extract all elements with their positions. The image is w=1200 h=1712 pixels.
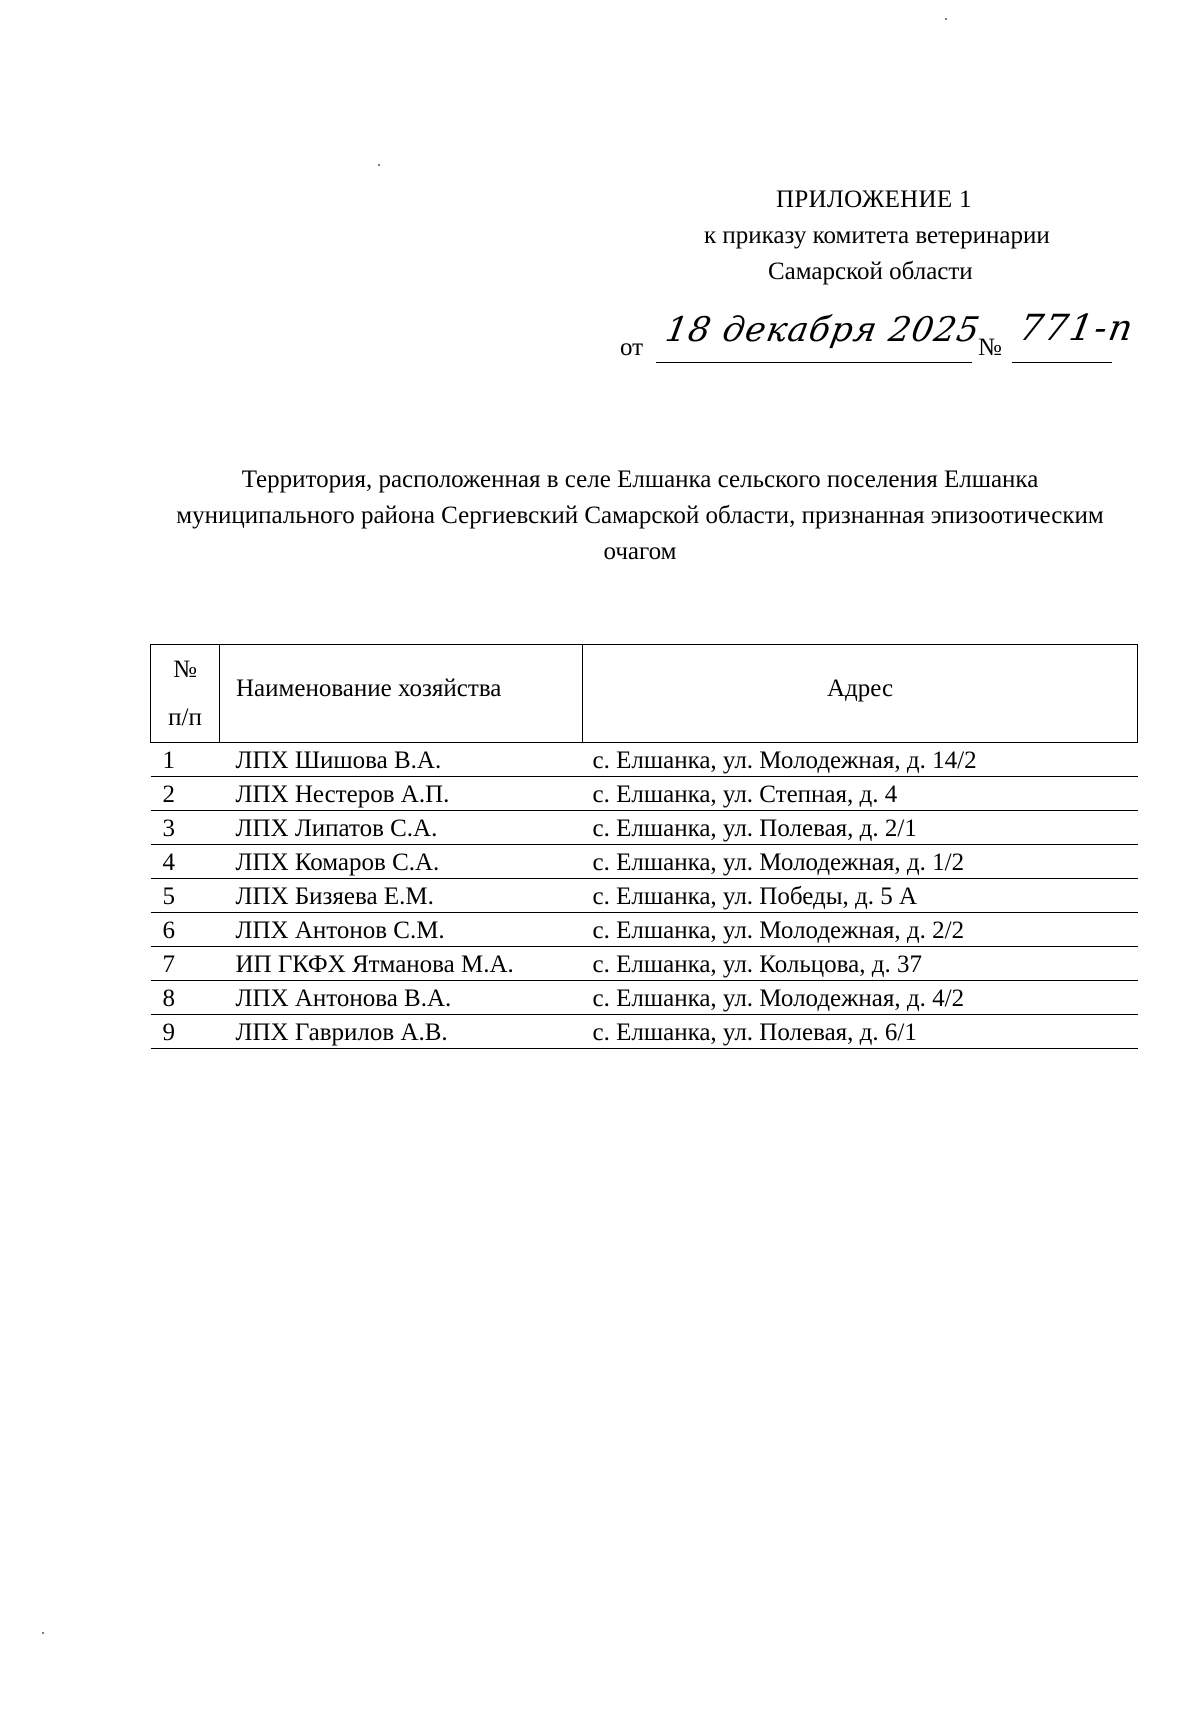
table-row xyxy=(151,743,1138,777)
table-row xyxy=(151,811,1138,845)
order-number-handwritten: 771-п xyxy=(1016,308,1138,349)
header-address xyxy=(583,645,1138,743)
row-number: 1 xyxy=(151,743,220,777)
scan-speck xyxy=(42,1632,44,1634)
table-row xyxy=(151,879,1138,913)
row-holding-name: ЛПХ Антонова В.А. xyxy=(220,981,583,1015)
header-address-label: Адрес xyxy=(826,675,894,702)
header-holding-name xyxy=(220,645,583,743)
holdings-table-container xyxy=(150,644,1138,1049)
table-row xyxy=(151,845,1138,879)
header-number-symbol: № xyxy=(173,655,197,683)
row-number: 6 xyxy=(151,913,220,947)
table-row xyxy=(151,947,1138,981)
row-number: 7 xyxy=(151,947,220,981)
row-address: с. Елшанка, ул. Молодежная, д. 2/2 xyxy=(583,913,1138,947)
header-holding-name-label: Наименование хозяйства xyxy=(236,675,502,702)
row-holding-name: ЛПХ Нестеров А.П. xyxy=(220,777,583,811)
row-holding-name: ИП ГКФХ Ятманова М.А. xyxy=(220,947,583,981)
row-number: 3 xyxy=(151,811,220,845)
order-number-underline xyxy=(1012,362,1112,363)
header-number-abbrev: п/п xyxy=(168,703,202,731)
row-number: 4 xyxy=(151,845,220,879)
row-address: с. Елшанка, ул. Полевая, д. 2/1 xyxy=(583,811,1138,845)
row-address: с. Елшанка, ул. Победы, д. 5 А xyxy=(583,879,1138,913)
appendix-title: ПРИЛОЖЕНИЕ 1 xyxy=(776,186,972,213)
row-holding-name: ЛПХ Антонов С.М. xyxy=(220,913,583,947)
order-from-label: от xyxy=(620,334,644,361)
row-number: 2 xyxy=(151,777,220,811)
row-number: 5 xyxy=(151,879,220,913)
order-date-underline xyxy=(656,362,972,363)
row-address: с. Елшанка, ул. Молодежная, д. 4/2 xyxy=(583,981,1138,1015)
row-address: с. Елшанка, ул. Кольцова, д. 37 xyxy=(583,947,1138,981)
table-row xyxy=(151,777,1138,811)
row-holding-name: ЛПХ Гаврилов А.В. xyxy=(220,1015,583,1049)
row-address: с. Елшанка, ул. Молодежная, д. 1/2 xyxy=(583,845,1138,879)
row-address: с. Елшанка, ул. Полевая, д. 6/1 xyxy=(583,1015,1138,1049)
table-body xyxy=(151,743,1138,1049)
order-number-label: № xyxy=(978,334,1002,361)
table-row xyxy=(151,981,1138,1015)
row-number: 9 xyxy=(151,1015,220,1049)
row-address: с. Елшанка, ул. Молодежная, д. 14/2 xyxy=(583,743,1138,777)
table-row xyxy=(151,1015,1138,1049)
document-title: Территория, расположенная в селе Елшанка сельского поселения Елшанка муниципального района Сергиевский Самарской области, признанная эпизоотическим очагом xyxy=(176,466,1104,565)
appendix-order-reference: к приказу комитета ветеринарии xyxy=(704,222,1050,249)
row-holding-name: ЛПХ Бизяева Е.М. xyxy=(220,879,583,913)
scan-speck xyxy=(945,18,947,20)
scan-speck xyxy=(378,164,380,166)
table-row xyxy=(151,913,1138,947)
order-date-number-line xyxy=(620,308,1160,368)
table-header-row xyxy=(151,645,1138,743)
appendix-region: Самарской области xyxy=(768,258,973,285)
row-holding-name: ЛПХ Шишова В.А. xyxy=(220,743,583,777)
row-address: с. Елшанка, ул. Степная, д. 4 xyxy=(583,777,1138,811)
row-number: 8 xyxy=(151,981,220,1015)
header-number xyxy=(151,645,220,743)
holdings-table xyxy=(150,644,1138,1049)
row-holding-name: ЛПХ Липатов С.А. xyxy=(220,811,583,845)
row-holding-name: ЛПХ Комаров С.А. xyxy=(220,845,583,879)
order-date-handwritten: 18 декабря 2025 xyxy=(662,310,984,350)
